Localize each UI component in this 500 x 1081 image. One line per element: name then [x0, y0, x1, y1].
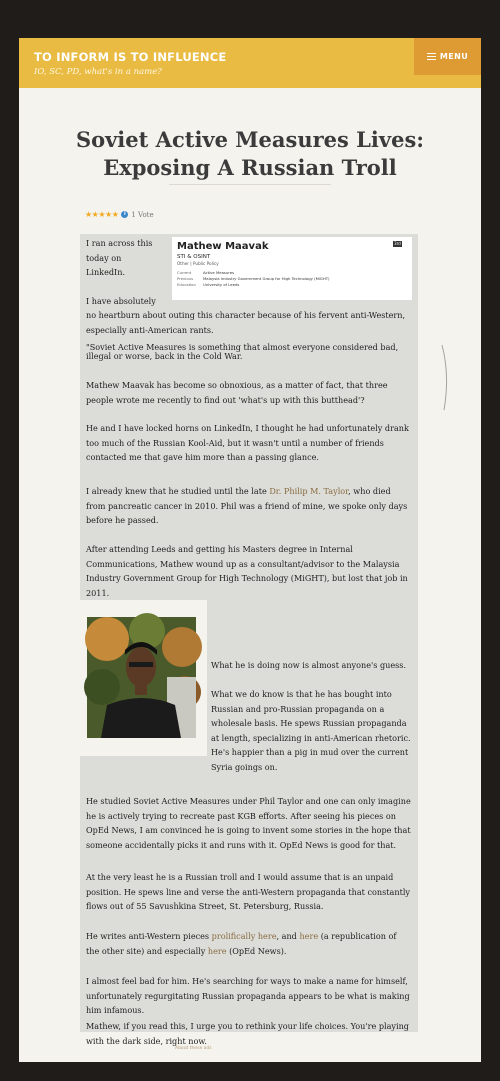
profile-details: Current Active Measures Previous Malaysia Industry Government Group for High Technology (MiGHT) Education University of Leeds	[177, 270, 330, 287]
paragraph: illegal or worse, back in the Cold War.	[86, 351, 243, 361]
here-link[interactable]: here	[299, 931, 319, 941]
paragraph: He studied Soviet Active Measures under Phil Taylor and one can only imagine he is actively trying to recreate past KGB efforts. After seeing his pieces on OpEd News, I am convinced he is going to invent some stories in the hope that someone accidentally picks it and runs with it. OpEd News is good for that.	[86, 796, 411, 850]
post-title-line1: Soviet Active Measures Lives:	[75, 127, 425, 153]
site-header	[19, 38, 481, 88]
menu-label: MENU	[439, 52, 469, 61]
philip-taylor-link[interactable]: Dr. Philip M. Taylor	[269, 486, 349, 496]
paragraph: I already knew that he studied until the late Dr. Philip M. Taylor, who died from pancreatic cancer in 2010. Phil was a friend of mine, we spoke only days before he passed.	[86, 486, 408, 525]
rating-votes: 1 Vote	[131, 210, 154, 219]
linkedin-profile-card	[172, 237, 412, 300]
profile-name: Mathew Maavak	[177, 241, 269, 252]
paragraph: What he is doing now is almost anyone's guess.	[211, 660, 407, 670]
oped-here-link[interactable]: here	[207, 945, 227, 956]
paragraph: At the very least he is a Russian troll and I would assume that is an unpaid position. He spews line and verse the anti-Western propaganda that constantly flows out of 55 Savushkina Street, St. Petersburg, Russia.	[86, 872, 410, 911]
paragraph: I ran across this today on LinkedIn.	[86, 238, 153, 277]
paragraph: no heartburn about outing this character because of his fervent anti-Western, especially anti-American rants.	[86, 310, 406, 335]
info-icon[interactable]: i	[121, 211, 128, 218]
profile-headline: STI & OSINT	[177, 254, 211, 260]
page	[19, 38, 481, 1062]
paragraph: What we do know is that he has bought into Russian and pro-Russian propaganda on a wholesale basis. He spews Russian propaganda at length, specializing in anti-American rhetoric. He's happier than a pig in mud over the current Syria goings on.	[211, 689, 411, 772]
site-description: IO, SC, PD, what's in a name?	[34, 67, 162, 77]
post-title	[19, 126, 481, 182]
hamburger-icon	[427, 51, 436, 62]
author-photo	[87, 617, 196, 738]
menu-button[interactable]	[414, 38, 481, 75]
profile-subline: Other | Public Policy	[177, 261, 219, 266]
scrollbar-shadow	[440, 345, 452, 410]
connection-badge: 3rd	[394, 241, 401, 246]
paragraph: I almost feel bad for him. He's searching for ways to make a name for himself, unfortunately regurgitating Russian propaganda appears to be what is making him infamous.	[86, 976, 410, 1015]
post-title-line2: Exposing A Russian Troll	[103, 155, 397, 181]
paragraph: After attending Leeds and getting his Masters degree in Internal Communications, Mathew wound up as a consultant/advisor to the Malaysia Industry Government Group for High Technology (MiGHT), but lost that job in 2011.	[86, 544, 408, 598]
rating-widget[interactable]	[85, 210, 154, 219]
site-title[interactable]: TO INFORM IS TO INFLUENCE	[34, 50, 227, 64]
paragraph: Mathew, if you read this, I urge you to rethink your life choices. You're playing with the dark side, right now.	[86, 1021, 409, 1046]
photo-frame	[80, 600, 207, 756]
paragraph-partial: "Soviet Active Measures is something that almost everyone considered bad,	[86, 342, 399, 352]
article-body	[80, 234, 418, 1046]
paragraph: He and I have locked horns on LinkedIn, I thought he had unfortunately drank too much of the Russian Kool-Aid, but it wasn't until a number of friends contacted me that gave him more than a passing glance.	[86, 423, 409, 462]
title-divider	[169, 184, 331, 185]
star-rating-icon[interactable]: ★★★★★	[85, 210, 119, 219]
paragraph: He writes anti-Western pieces prolifically here, and here (a republication of the other site) and especially here (OpEd News).	[86, 931, 397, 956]
paragraph: Mathew Maavak has become so obnoxious, as a matter of fact, that three people wrote me recently to find out 'what's up with this butthead'?	[86, 380, 388, 405]
prolifically-here-link[interactable]: prolifically here	[211, 931, 277, 941]
ads-link[interactable]: About these ads	[175, 1046, 212, 1051]
paragraph: I have absolutely	[86, 296, 156, 306]
